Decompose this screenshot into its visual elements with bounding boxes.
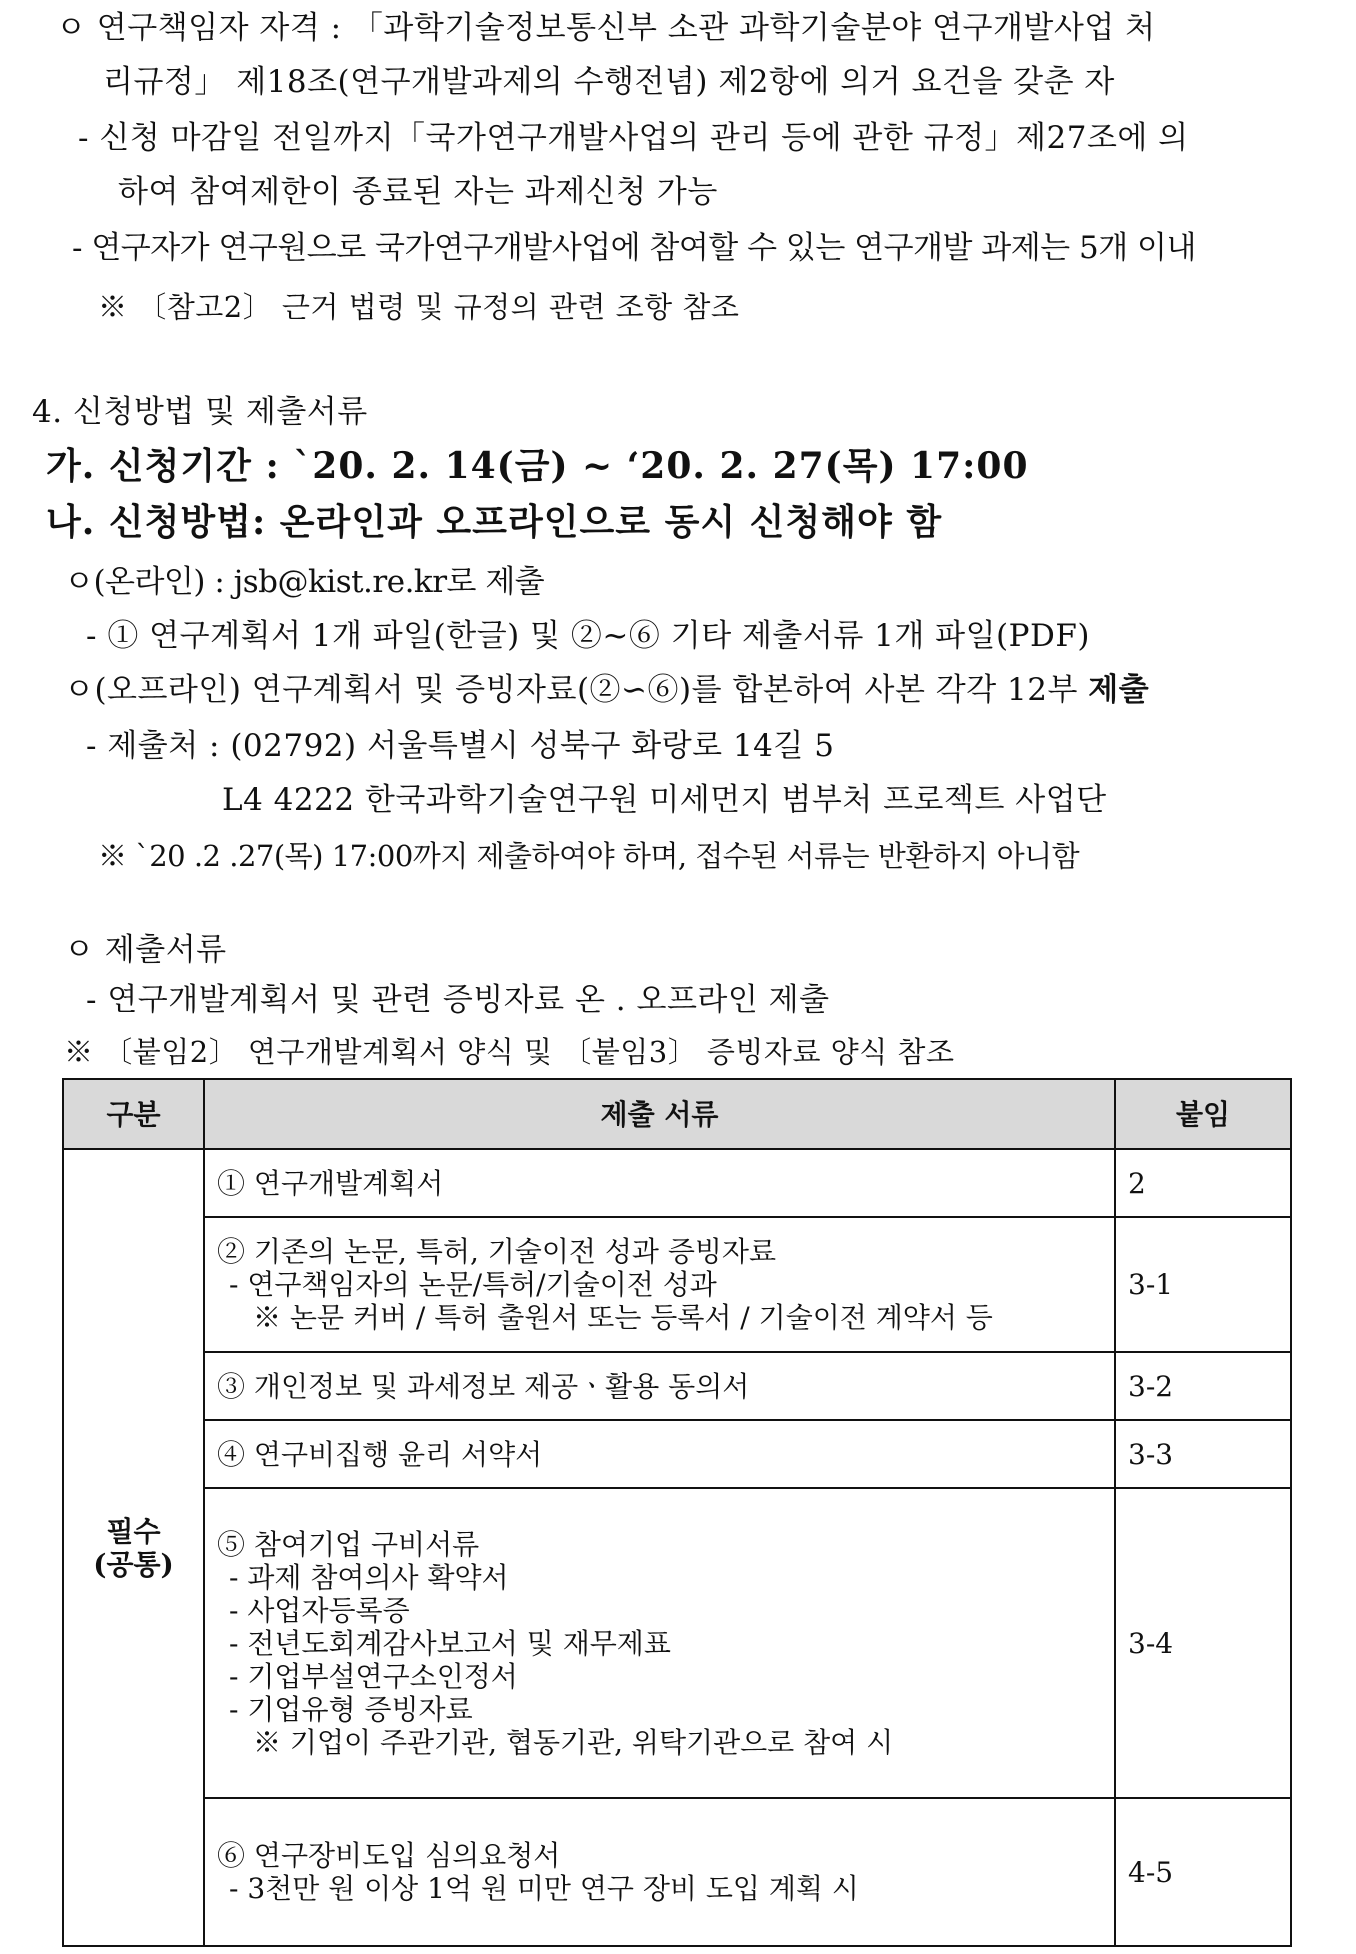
attachment-cell: 3-4 bbox=[1115, 1488, 1291, 1798]
document-cell bbox=[204, 1352, 1115, 1420]
section-heading: 4. 신청방법 및 제출서류 bbox=[32, 394, 368, 430]
restriction-line-2: 하여 참여제한이 종료된 자는 과제신청 가능 bbox=[118, 174, 718, 210]
document-line: ⑥ 연구장비도입 심의요청서 bbox=[217, 1839, 561, 1872]
deadline-note: ※ `20 .2 .27(목) 17:00까지 제출하여야 하며, 접수된 서류는 반환하지 아니함 bbox=[98, 839, 1080, 873]
document-line: - 기업부설연구소인정서 bbox=[229, 1659, 518, 1693]
header-category: 구분 bbox=[63, 1079, 204, 1149]
table-header-row bbox=[63, 1079, 1291, 1149]
table-row bbox=[63, 1149, 1291, 1217]
attachment-cell: 4-5 bbox=[1115, 1798, 1291, 1946]
document-cell bbox=[204, 1798, 1115, 1946]
table-row bbox=[63, 1217, 1291, 1352]
offline-text: ㅇ(오프라인) 연구계획서 및 증빙자료(②∽⑥)를 합본하여 사본 각각 12부 bbox=[64, 672, 1078, 708]
attachment-cell: 3-2 bbox=[1115, 1352, 1291, 1420]
document-cell bbox=[204, 1149, 1115, 1217]
restriction-line-1: - 신청 마감일 전일까지「국가연구개발사업의 관리 등에 관한 규정」제27조에 의 bbox=[78, 120, 1189, 156]
submission-address-1: - 제출처 : (02792) 서울특별시 성북구 화랑로 14길 5 bbox=[86, 728, 835, 764]
document-line: ① 연구개발계획서 bbox=[217, 1166, 444, 1200]
document-line: - 기업유형 증빙자료 bbox=[229, 1692, 473, 1726]
document-line: ※ 논문 커버 / 특허 출원서 또는 등록서 / 기술이전 계약서 등 bbox=[253, 1301, 993, 1334]
document-cell bbox=[204, 1217, 1115, 1352]
offline-submission bbox=[64, 670, 1149, 710]
documents-detail: - 연구개발계획서 및 관련 증빙자료 온 . 오프라인 제출 bbox=[86, 982, 830, 1018]
qualification-line-2: 리규정」 제18조(연구개발과제의 수행전념) 제2항에 의거 요건을 갖춘 자 bbox=[103, 64, 1115, 100]
category-cell bbox=[63, 1149, 204, 1946]
submission-table bbox=[62, 1078, 1292, 1947]
attachment-cell: 3-3 bbox=[1115, 1420, 1291, 1488]
online-detail: - ① 연구계획서 1개 파일(한글) 및 ②~⑥ 기타 제출서류 1개 파일(PDF) bbox=[86, 618, 1090, 654]
category-required: 필수 bbox=[106, 1514, 161, 1548]
document-cell bbox=[204, 1420, 1115, 1488]
table-row bbox=[63, 1352, 1291, 1420]
document-line: ④ 연구비집행 윤리 서약서 bbox=[217, 1437, 543, 1471]
project-limit-line: - 연구자가 연구원으로 국가연구개발사업에 참여할 수 있는 연구개발 과제는 5개 이내 bbox=[72, 230, 1196, 266]
submission-address-2: L4 4222 한국과학기술연구원 미세먼지 범부처 프로젝트 사업단 bbox=[222, 782, 1107, 818]
documents-reference: ※ 〔붙임2〕 연구개발계획서 양식 및 〔붙임3〕 증빙자료 양식 참조 bbox=[64, 1035, 955, 1069]
category-common: (공통) bbox=[93, 1547, 174, 1581]
qualification-line-1: ㅇ 연구책임자 자격 : 「과학기술정보통신부 소관 과학기술분야 연구개발사업 처 bbox=[56, 10, 1156, 46]
table-row bbox=[63, 1420, 1291, 1488]
table-row bbox=[63, 1798, 1291, 1946]
header-attachment: 붙임 bbox=[1115, 1079, 1291, 1149]
document-line: - 3천만 원 이상 1억 원 미만 연구 장비 도입 계획 시 bbox=[229, 1872, 859, 1905]
document-line: ⑤ 참여기업 구비서류 bbox=[217, 1527, 480, 1561]
document-line: - 사업자등록증 bbox=[229, 1593, 410, 1627]
attachment-cell: 3-1 bbox=[1115, 1217, 1291, 1352]
header-documents: 제출 서류 bbox=[204, 1079, 1115, 1149]
document-line: - 과제 참여의사 확약서 bbox=[229, 1560, 509, 1594]
document-line: ③ 개인정보 및 과세정보 제공ㆍ활용 동의서 bbox=[217, 1369, 750, 1403]
document-line: ※ 기업이 주관기관, 협동기관, 위탁기관으로 참여 시 bbox=[253, 1725, 894, 1759]
document-line: ② 기존의 논문, 특허, 기술이전 성과 증빙자료 bbox=[217, 1235, 777, 1268]
offline-submit-label: 제출 bbox=[1088, 672, 1150, 708]
document-line: - 연구책임자의 논문/특허/기술이전 성과 bbox=[229, 1268, 717, 1301]
attachment-cell: 2 bbox=[1115, 1149, 1291, 1217]
application-method: 나. 신청방법: 온라인과 오프라인으로 동시 신청해야 함 bbox=[46, 501, 943, 543]
application-period: 가. 신청기간 : `20. 2. 14(금) ~ ‘20. 2. 27(목) 17:00 bbox=[46, 445, 1029, 487]
documents-heading: ㅇ 제출서류 bbox=[64, 932, 227, 968]
reference-note: ※ 〔참고2〕 근거 법령 및 규정의 관련 조항 참조 bbox=[98, 290, 740, 324]
document-line: - 전년도회계감사보고서 및 재무제표 bbox=[229, 1626, 671, 1660]
document-cell bbox=[204, 1488, 1115, 1798]
table-row bbox=[63, 1488, 1291, 1798]
online-submission: ㅇ(온라인) : jsb@kist.re.kr로 제출 bbox=[64, 564, 545, 600]
